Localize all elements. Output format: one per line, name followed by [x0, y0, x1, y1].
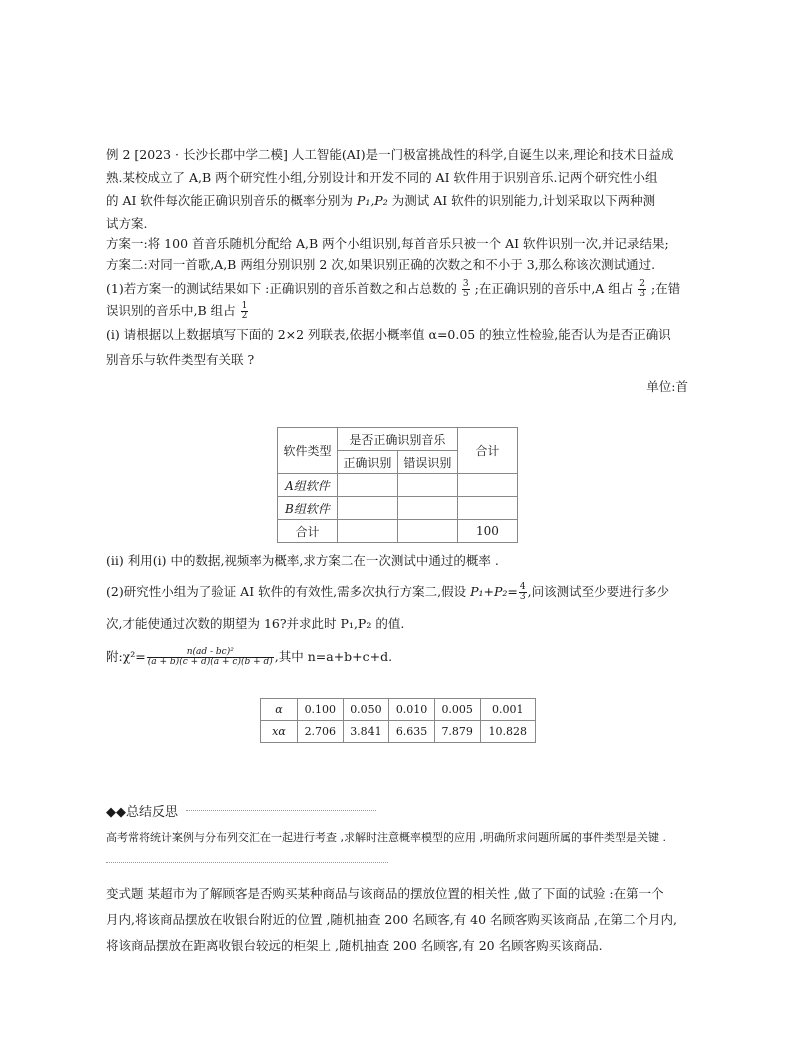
blank-cell — [397, 520, 457, 543]
question-2-post: ,问该测试至少要进行多少 — [527, 584, 670, 599]
alpha-value: 0.100 — [298, 699, 344, 721]
blank-cell — [337, 497, 397, 520]
x-value: 10.828 — [480, 721, 536, 743]
question-1-pre: (1)若方案一的测试结果如下 :正确识别的音乐首数之和占总数的 — [106, 281, 457, 296]
dotted-divider — [186, 810, 376, 811]
example-line-3 — [106, 192, 655, 210]
question-1-line-1 — [106, 280, 680, 299]
question-2-pre: (2)研究性小组为了验证 AI 软件的有效性,需多次执行方案二,假设 — [106, 584, 467, 599]
fraction-denominator: 3 — [639, 289, 646, 299]
blank-cell — [397, 474, 457, 497]
x-alpha-label: xα — [261, 721, 298, 743]
table-row — [278, 520, 518, 543]
fraction-three-fifths — [462, 280, 470, 299]
fraction-numerator: 4 — [519, 582, 526, 592]
header-wrong: 错误识别 — [397, 451, 457, 474]
critical-value-table — [260, 698, 536, 743]
header-total: 合计 — [457, 428, 517, 474]
alpha-value: 0.005 — [434, 699, 480, 721]
fraction-four-thirds — [519, 583, 527, 602]
example-line-1: 例 2 [2023 · 长沙长郡中学二模] 人工智能(AI)是一门极富挑战性的科学,自诞生以来,理论和技术日益成 — [106, 147, 674, 162]
fraction-denominator: 5 — [462, 289, 469, 299]
header-correct: 正确识别 — [337, 451, 397, 474]
x-value: 6.635 — [389, 721, 435, 743]
blank-cell — [337, 474, 397, 497]
fraction-denominator: 3 — [519, 592, 526, 602]
fraction-numerator: 3 — [462, 279, 469, 289]
example-line-4: 试方案. — [106, 216, 148, 231]
appendix-pre: 附:χ²= — [106, 649, 146, 664]
question-1-line-2-pre: 误识别的音乐中,B 组占 — [106, 303, 236, 318]
x-value: 3.841 — [343, 721, 389, 743]
table-row — [278, 474, 518, 497]
unit-label: 单位:首 — [646, 379, 688, 394]
variant-line-1: 变式题 某超市为了解顾客是否购买某种商品与该商品的摆放位置的相关性 ,做了下面的试验 :在第一个 — [106, 886, 664, 901]
fraction-one-half — [241, 302, 249, 321]
alpha-value: 0.010 — [389, 699, 435, 721]
plan-one: 方案一:将 100 首音乐随机分配给 A,B 两个小组识别,每首音乐只被一个 AI 软件识别一次,并记录结果; — [106, 236, 669, 251]
blank-cell — [457, 497, 517, 520]
variant-line-2: 月内,将该商品摆放在收银台附近的位置 ,随机抽查 200 名顾客,有 40 名顾客购买该商品 ,在第二个月内, — [106, 912, 677, 927]
x-value: 2.706 — [298, 721, 344, 743]
blank-cell — [457, 474, 517, 497]
header-correct-group: 是否正确识别音乐 — [337, 428, 457, 451]
blank-cell — [337, 520, 397, 543]
alpha-value: 0.050 — [343, 699, 389, 721]
fraction-numerator: 1 — [241, 301, 248, 311]
plan-two: 方案二:对同一首歌,A,B 两组分别识别 2 次,如果识别正确的次数之和不小于 3,那么称该次测试通过. — [106, 257, 656, 272]
x-value: 7.879 — [434, 721, 480, 743]
row-label-b: B组软件 — [278, 497, 338, 520]
table-row — [278, 497, 518, 520]
sub-question-ii: (ii) 利用(i) 中的数据,视频率为概率,求方案二在一次测试中通过的概率 . — [106, 553, 499, 568]
variant-line-3: 将该商品摆放在距离收银台较远的柜架上 ,随机抽查 200 名顾客,有 20 名顾客购买该商品. — [106, 938, 603, 953]
chi-square-fraction — [147, 648, 274, 667]
sub-question-i-line-1: (i) 请根据以上数据填写下面的 2×2 列联表,依据小概率值 α=0.05 的独立性检验,能否认为是否正确识 — [106, 327, 671, 342]
question-2-line-1 — [106, 583, 669, 602]
question-2-line-2: 次,才能使通过次数的期望为 16?并求此时 P₁,P₂ 的值. — [106, 616, 405, 631]
table-row — [278, 428, 518, 451]
chi-square-numerator: n(ad - bc)² — [147, 648, 274, 658]
question-1-mid: ;在正确识别的音乐中,A 组占 — [474, 281, 634, 296]
question-2-expr: P₁+P₂= — [470, 584, 518, 599]
dotted-divider — [106, 862, 388, 863]
summary-text: 高考常将统计案例与分布列交汇在一起进行考查 ,求解时注意概率模型的应用 ,明确所求问题所属的事件类型是关键 . — [106, 831, 666, 844]
header-software-type: 软件类型 — [278, 428, 338, 474]
fraction-denominator: 2 — [241, 311, 248, 321]
appendix-formula — [106, 648, 392, 667]
fraction-numerator: 2 — [639, 279, 646, 289]
example-line-3-pre: 的 AI 软件每次能正确识别音乐的概率分别为 — [106, 193, 353, 208]
summary-title: ◆◆总结反思 — [106, 805, 178, 820]
row-label-a: A组软件 — [278, 474, 338, 497]
question-1-post: ;在错 — [651, 281, 681, 296]
example-line-3-post: 为测试 AI 软件的识别能力,计划采取以下两种测 — [391, 193, 656, 208]
grand-total-cell: 100 — [457, 520, 517, 543]
example-line-3-var: P₁,P₂ — [356, 193, 388, 208]
chi-square-denominator: (a + b)(c + d)(a + c)(b + d) — [147, 657, 273, 667]
table-row — [261, 699, 536, 721]
sub-question-i-line-2: 别音乐与软件类型有关联 ? — [106, 352, 255, 367]
table-row — [261, 721, 536, 743]
alpha-label: α — [261, 699, 298, 721]
fraction-two-thirds — [638, 280, 646, 299]
appendix-post: ,其中 n=a+b+c+d. — [274, 649, 393, 664]
example-line-2: 熟.某校成立了 A,B 两个研究性小组,分别设计和开发不同的 AI 软件用于识别音乐.记两个研究性小组 — [106, 170, 658, 185]
alpha-value: 0.001 — [480, 699, 536, 721]
contingency-table — [277, 427, 518, 543]
question-1-line-2 — [106, 302, 249, 321]
row-label-total: 合计 — [278, 520, 338, 543]
blank-cell — [397, 497, 457, 520]
